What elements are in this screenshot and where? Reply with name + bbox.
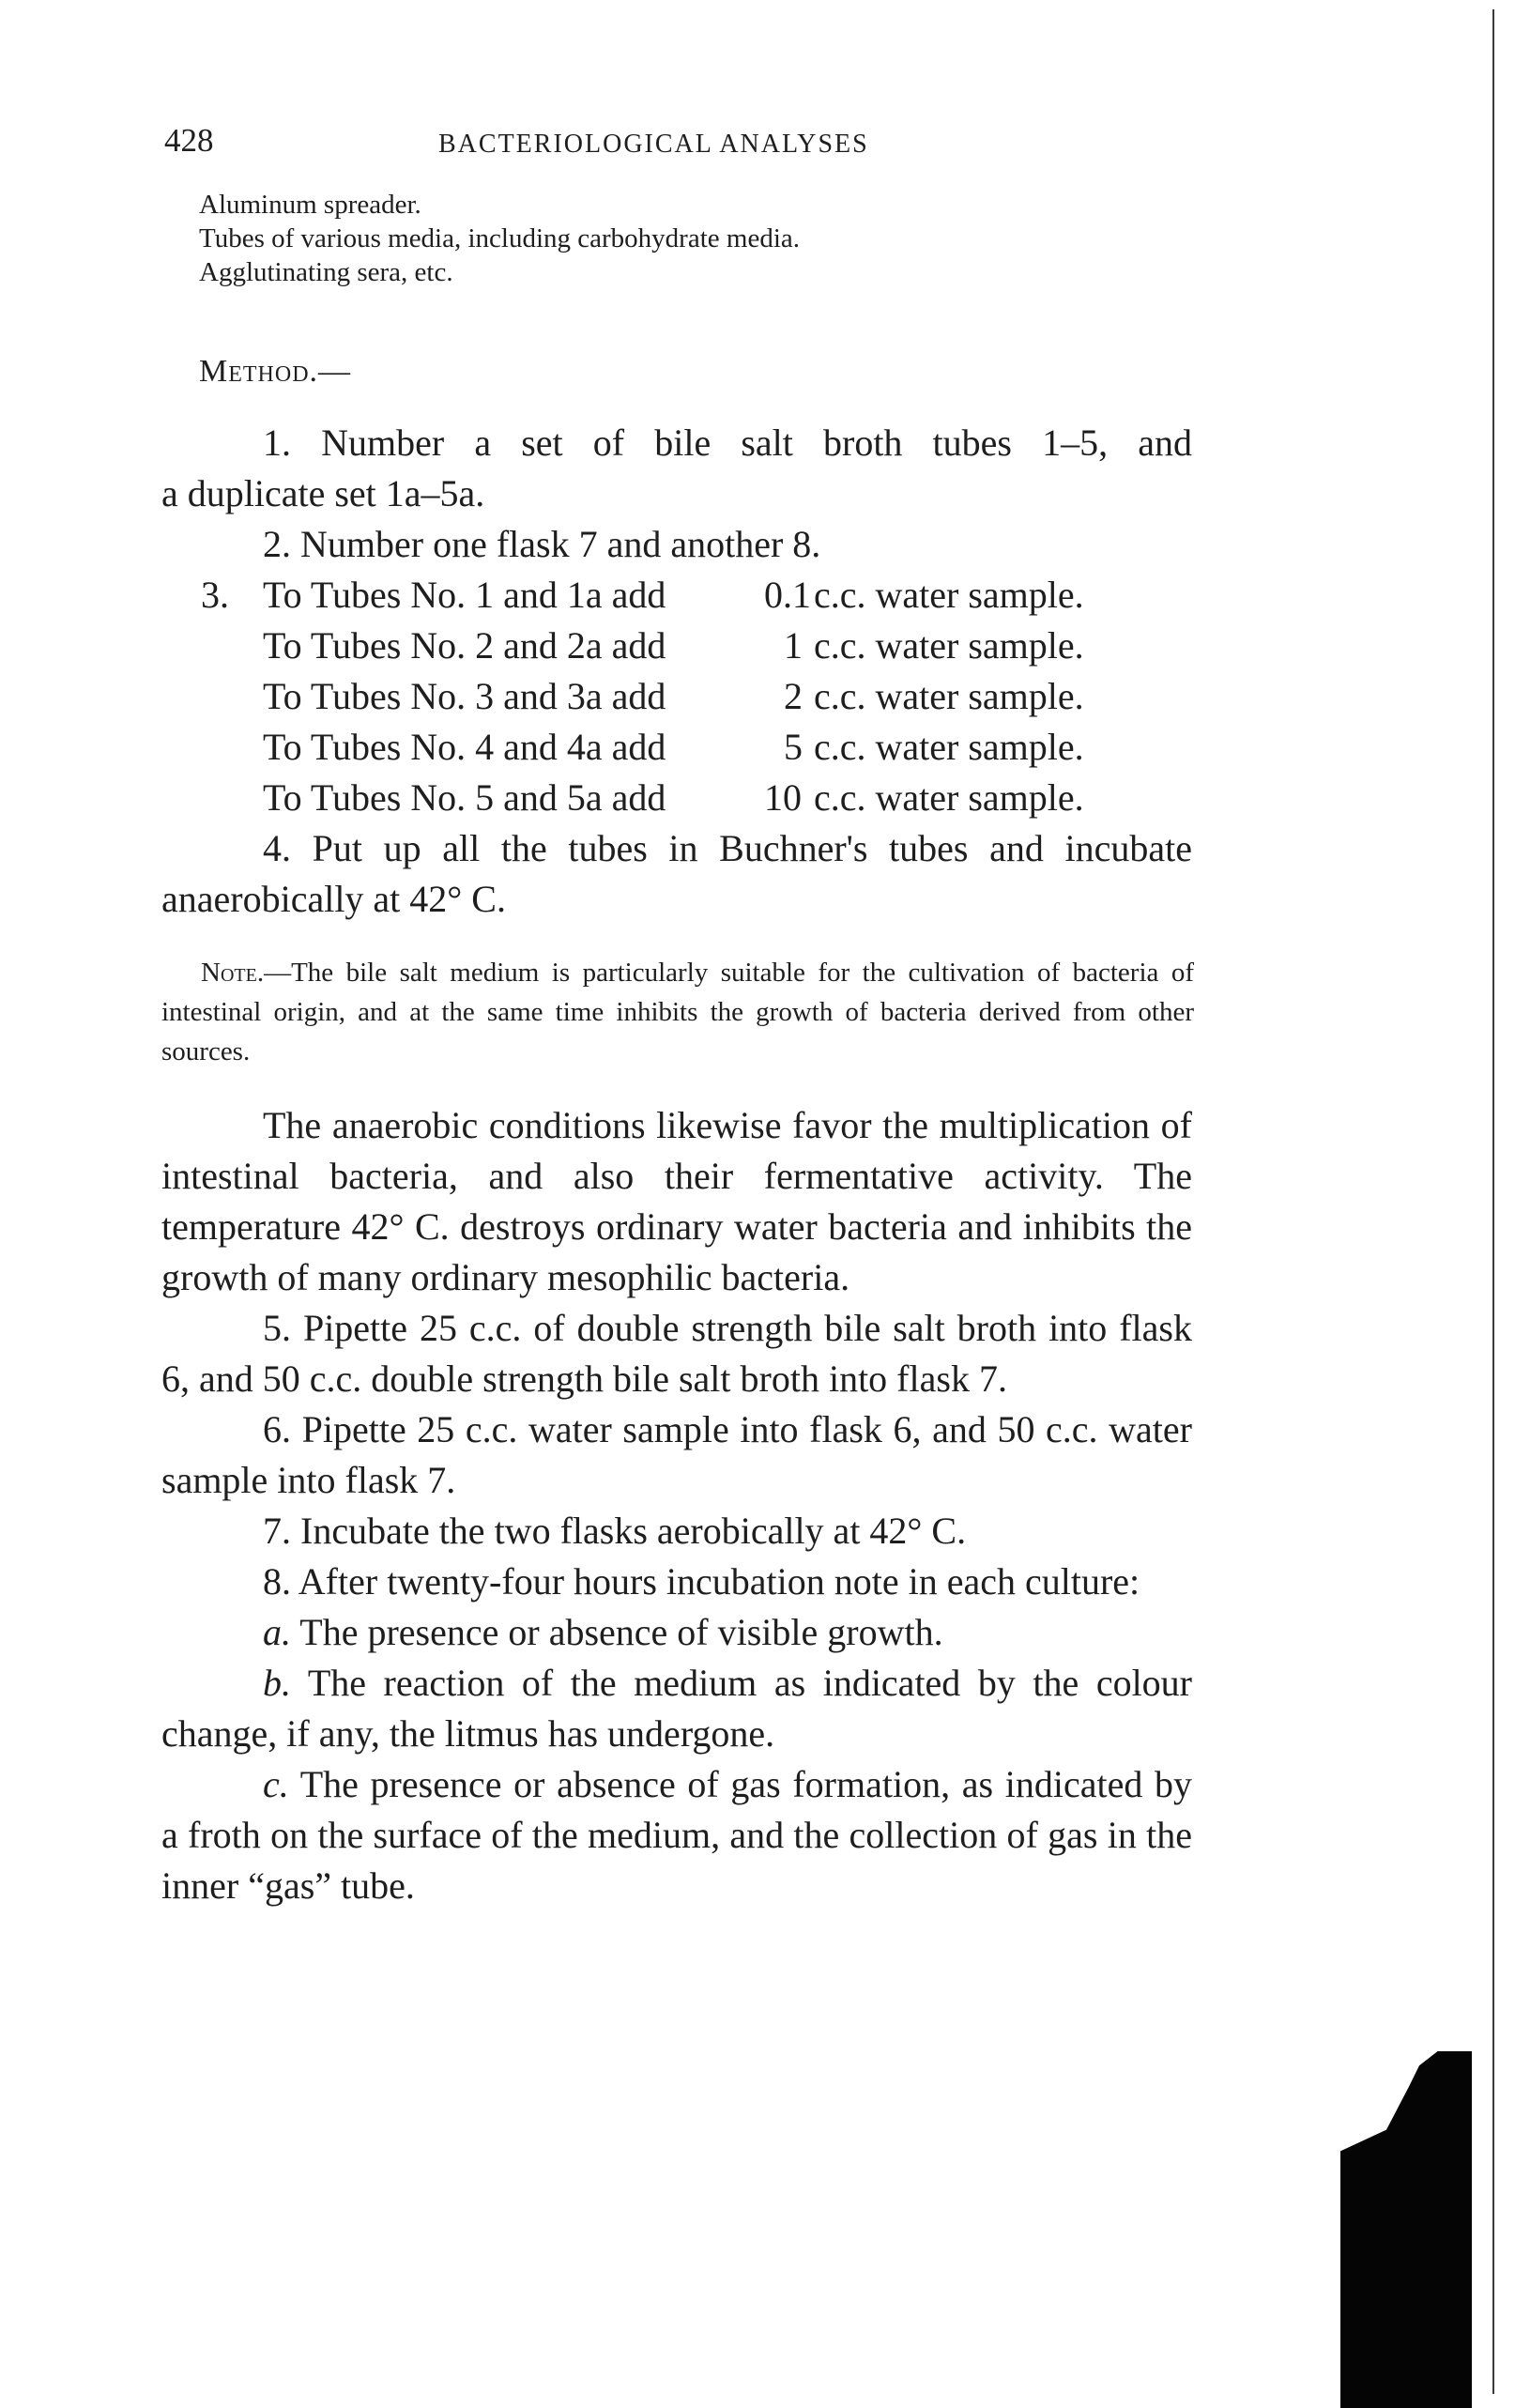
step-3-unit: c.c. water sample. (814, 776, 1084, 819)
step-3-amount: 0.1 (764, 574, 811, 616)
substep-c (161, 1759, 1192, 1911)
substep-a-text: The presence or absence of visible growth. (291, 1611, 943, 1653)
method-steps-1-4 (161, 418, 1192, 925)
step-3-number: 3. (201, 574, 229, 616)
substep-a-label: a. (263, 1611, 291, 1653)
anaerobic-paragraph: The anaerobic conditions likewise favor the multiplication of intestinal bacteria, and also their fermentative activity. The temperature 42° C. destroys ordinary water bacteria and inhibits the growth of many ordinary mesophilic bacteria. (161, 1104, 1192, 1298)
step-3-row (161, 722, 1192, 773)
note-label: Note (201, 958, 257, 988)
material-item: Aluminum spreader. (199, 190, 421, 220)
scan-shadow (1340, 2051, 1472, 2408)
step-7: 7. Incubate the two flasks aerobically at 42° C. (263, 1510, 967, 1552)
substep-a (161, 1607, 1192, 1658)
note-block (161, 953, 1194, 1071)
step-3-tubes: To Tubes No. 2 and 2a add (263, 624, 666, 667)
step-3-unit: c.c. water sample. (814, 675, 1084, 717)
step-8: 8. After twenty-four hours incubation note in each culture: (263, 1560, 1140, 1603)
step-3-unit: c.c. water sample. (814, 574, 1084, 616)
step-3-row (161, 570, 1192, 621)
step-6: 6. Pipette 25 c.c. water sample into flask 6, and 50 c.c. water sample into flask 7. (161, 1408, 1192, 1501)
step-3-tubes: To Tubes No. 4 and 4a add (263, 726, 666, 768)
step-3-table (161, 570, 1192, 823)
main-body (161, 1100, 1192, 1911)
substep-b-text: The reaction of the medium as indicated by the colour change, if any, the litmus has undergone. (161, 1662, 1192, 1755)
step-3-tubes: To Tubes No. 1 and 1a add (263, 574, 666, 616)
step-1-line-1: 1. Number a set of bile salt broth tubes 1–5, and (263, 422, 1192, 464)
step-3-unit: c.c. water sample. (814, 726, 1084, 768)
substep-c-text: The presence or absence of gas formation, as indicated by a froth on the surface of the medium, and the collection of gas in the inner “gas” tube. (161, 1763, 1192, 1907)
step-3-tubes: To Tubes No. 5 and 5a add (263, 776, 666, 819)
step-3-amount: 5 (784, 726, 803, 768)
step-5: 5. Pipette 25 c.c. of double strength bile salt broth into flask 6, and 50 c.c. double strength bile salt broth into flask 7. (161, 1307, 1192, 1400)
method-heading: Method.— (199, 354, 352, 389)
substep-b (161, 1658, 1192, 1759)
step-3-row (161, 671, 1192, 722)
materials-list (199, 188, 800, 289)
step-3-tubes: To Tubes No. 3 and 3a add (263, 675, 666, 717)
step-4: 4. Put up all the tubes in Buchner's tubes and incubate anaerobically at 42° C. (161, 827, 1192, 920)
step-3-unit: c.c. water sample. (814, 624, 1084, 667)
page-header (164, 122, 1197, 169)
running-head: BACTERIOLOGICAL ANALYSES (438, 130, 869, 159)
material-item: Tubes of various media, including carbohydrate media. (199, 223, 800, 253)
substep-b-label: b. (263, 1662, 291, 1704)
note-paragraph (161, 953, 1194, 1071)
substep-c-label: c. (263, 1763, 289, 1805)
step-3-amount: 10 (764, 776, 802, 819)
step-3-amount: 1 (784, 624, 803, 667)
note-text: .—The bile salt medium is particularly suitable for the cultivation of bacteria of intestinal origin, and at the same time inhibits the growth of bacteria derived from other sources. (161, 958, 1194, 1066)
step-3-row (161, 621, 1192, 671)
page-edge-line (1492, 9, 1494, 2394)
step-3-amount: 2 (784, 675, 803, 717)
material-item: Agglutinating sera, etc. (199, 257, 453, 287)
page-number: 428 (164, 122, 214, 159)
step-2: 2. Number one flask 7 and another 8. (263, 523, 821, 565)
step-3-row (161, 773, 1192, 823)
step-1-line-2: a duplicate set 1a–5a. (161, 472, 485, 514)
